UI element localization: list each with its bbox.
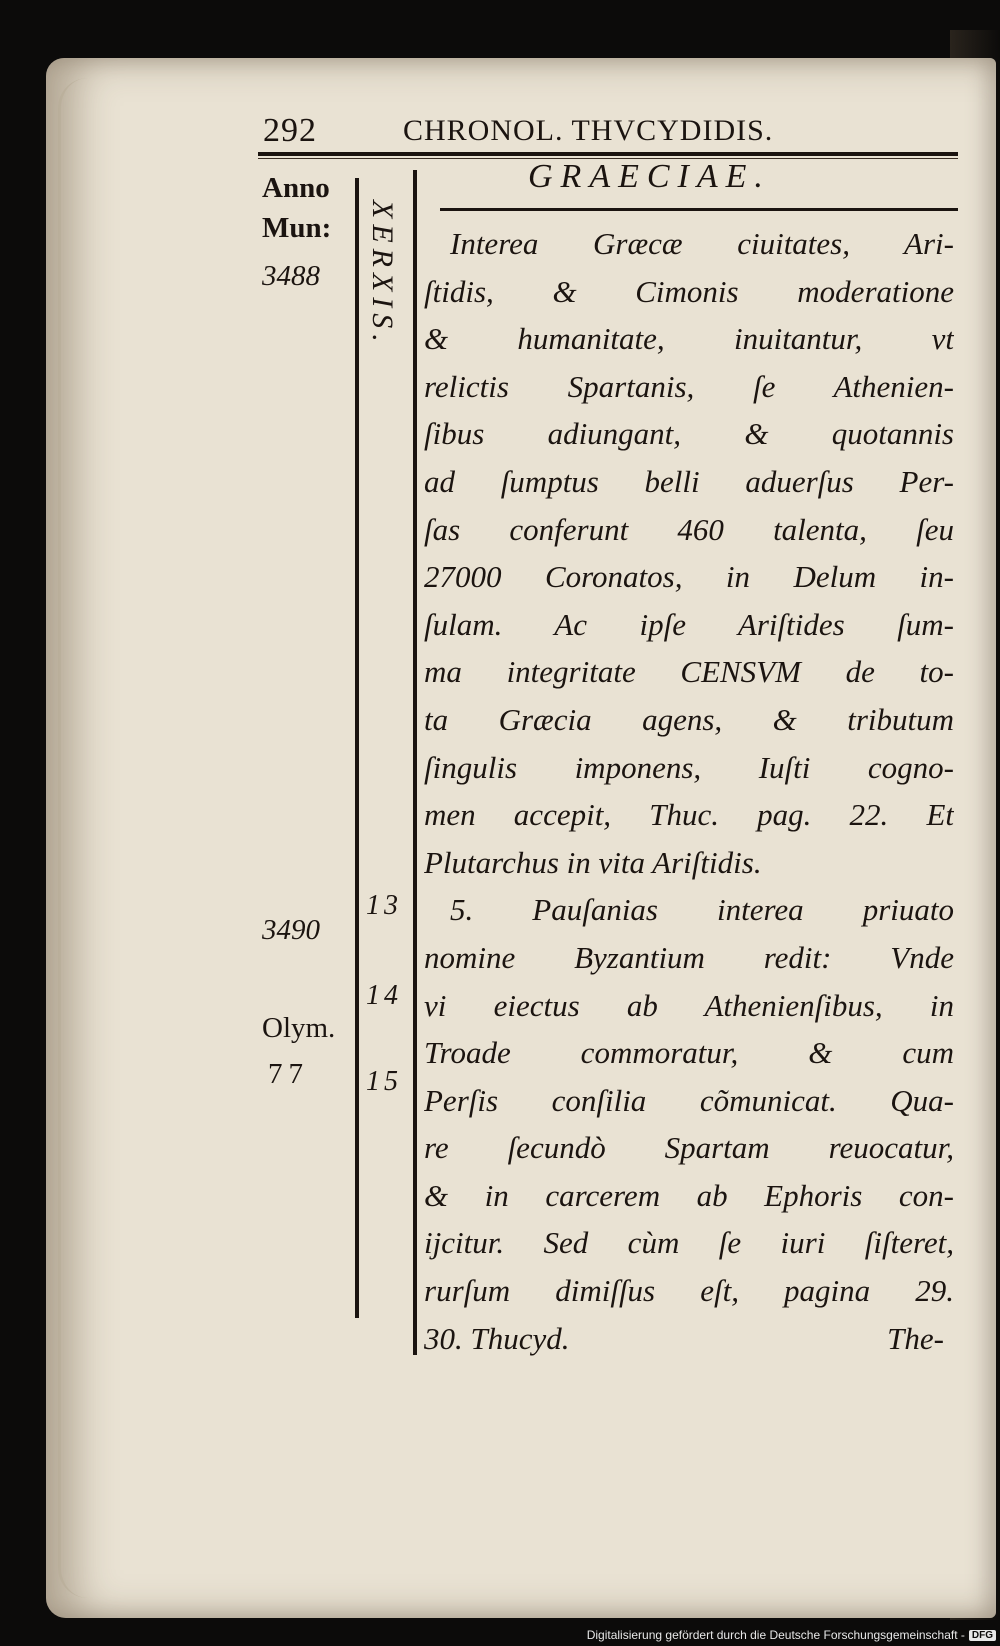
dfg-logo: DFG	[969, 1630, 996, 1641]
year-3488: 3488	[262, 260, 320, 292]
text-line: relictis Spartanis, ſe Athenien-	[424, 368, 954, 404]
olym-label: Olym.	[262, 1012, 336, 1044]
text-line: ſingulis imponens, Iuſti cogno-	[424, 749, 954, 785]
reign-year-15: 15	[366, 1066, 402, 1097]
section-rule	[440, 208, 958, 211]
text-line: Perſis conſilia cõmunicat. Qua-	[424, 1082, 954, 1118]
text-line: ad ſumptus belli aduerſus Per-	[424, 463, 954, 499]
text-line: 5. Pauſanias interea priuato	[450, 892, 954, 928]
section-title: GRAECIAE.	[528, 158, 771, 195]
text-line: 27000 Coronatos, in Delum in-	[424, 559, 954, 595]
text-line: & humanitate, inuitantur, vt	[424, 321, 954, 357]
text-line: rurſum dimiſſus eſt, pagina 29.	[424, 1273, 954, 1309]
text-line: vi eiectus ab Athenienſibus, in	[424, 987, 954, 1023]
text-line: ſulam. Ac ipſe Ariſtides ſum-	[424, 606, 954, 642]
olym-number: 77	[268, 1058, 309, 1090]
reign-year-13: 13	[366, 890, 402, 921]
year-column	[262, 172, 352, 1352]
column-rule-left	[355, 178, 359, 1318]
header-rule	[258, 152, 958, 156]
text-line: ma integritate CENSVM de to-	[424, 654, 954, 690]
text-line: & in carcerem ab Ephoris con-	[424, 1177, 954, 1213]
column-rule-right	[413, 170, 417, 1355]
year-3490: 3490	[262, 914, 320, 946]
anno-label: Anno	[262, 172, 330, 204]
running-title: CHRONOL. THVCYDIDIS.	[403, 114, 774, 147]
footer-credit: Digitalisierung gefördert durch die Deutsche Forschungsgemeinschaft -	[586, 1628, 965, 1642]
mun-label: Mun:	[262, 212, 332, 244]
text-line: ijcitur. Sed cùm ſe iuri ſiſteret,	[424, 1225, 954, 1261]
text-line-last	[424, 1315, 954, 1363]
page-edge-shadow	[58, 78, 101, 1598]
text-line: Interea Græcæ ciuitates, Ari-	[450, 226, 954, 261]
text-line: ſibus adiungant, & quotannis	[424, 416, 954, 452]
text-line: ſas conferunt 460 talenta, ſeu	[424, 511, 954, 547]
reign-year-14: 14	[366, 980, 402, 1011]
text-line: re ſecundò Spartam reuocatur,	[424, 1130, 954, 1166]
last-line-text: 30. Thucyd.	[424, 1320, 570, 1356]
king-name-vertical: XERXIS.	[366, 200, 399, 348]
text-line: men accepit, Thuc. pag. 22. Et	[424, 797, 954, 833]
text-line: ſtidis, & Cimonis moderatione	[424, 273, 954, 309]
page-number: 292	[263, 112, 317, 149]
page-header	[263, 108, 958, 154]
text-line: ta Græcia agens, & tributum	[424, 701, 954, 737]
text-line: Troade commoratur, & cum	[424, 1035, 954, 1071]
catchword: The-	[887, 1320, 944, 1356]
text-line: nomine Byzantium redit: Vnde	[424, 939, 954, 975]
body-text	[424, 220, 954, 1362]
text-line: Plutarchus in vita Ariſtidis.	[424, 844, 762, 880]
digitization-footer	[587, 1628, 996, 1642]
